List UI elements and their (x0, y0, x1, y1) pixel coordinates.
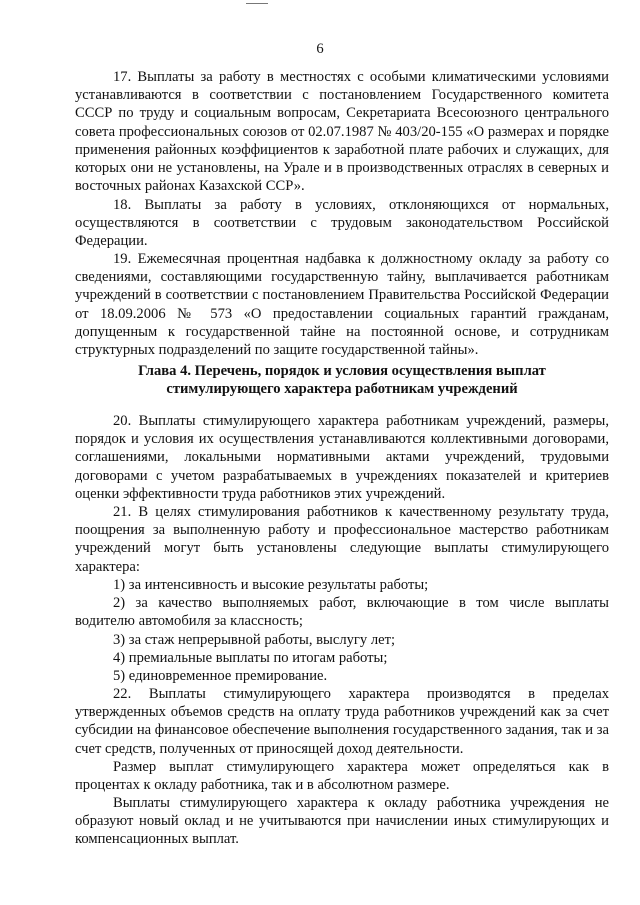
list-item-5: 5) единовременное премирование. (113, 668, 328, 684)
list-item-2: 2) за качество выполняемых работ, включающие в том числе выплаты водителю автомобиля за классность; (75, 595, 609, 630)
paragraph-20: 20. Выплаты стимулирующего характера работникам учреждений, размеры, порядок и условия их осуществления устанавливаются коллективными договорами, соглашениями, локальными нормативными актами учреждений, трудовыми договорами с учетом разрабатываемых в учреждениях показателей и критериев оценки эффективности труда работников этих учреждений. (75, 413, 609, 502)
paragraph-19: 19. Ежемесячная процентная надбавка к должностному окладу за работу со сведениями, составляющими государственную тайну, выплачивается работникам учреждений в соответствии с постановлением Правительства Российской Федерации от 18.09.2006 № 573 «О предоставлении социальных гарантий гражданам, допущенным к государственной тайне на постоянной основе, и сотрудникам структурных подразделений по защите государственной тайны». (75, 251, 609, 359)
chapter-4-heading (75, 362, 609, 398)
list-item-4: 4) премиальные выплаты по итогам работы; (113, 650, 388, 666)
page-number: 6 (316, 41, 324, 57)
paragraph-17: 17. Выплаты за работу в местностях с особыми климатическими условиями устанавливаются в соответствии с постановлением Государственного комитета СССР по труду и социальным вопросам, Секретариата Всесоюзного центрального совета профессиональных союзов от 02.07.1987 № 403/20-155 «О размерах и порядке применения районных коэффициентов к заработной плате рабочих и служащих, для которых они не установлены, на Урале и в производственных отраслях в северных и восточных районах Казахской ССР». (75, 69, 609, 195)
chapter-4-heading-line-2: стимулирующего характера работникам учреждений (166, 381, 518, 398)
list-item-3: 3) за стаж непрерывной работы, выслугу лет; (113, 632, 396, 648)
paragraph-22-base: Выплаты стимулирующего характера к окладу работника учреждения не образуют новый оклад и не учитываются при начислении иных стимулирующих и компенсационных выплат. (75, 795, 609, 848)
paragraph-22: 22. Выплаты стимулирующего характера производятся в пределах утвержденных объемов средств на оплату труда работников учреждений как за счет субсидии на финансовое обеспечение выполнения государственного задания, так и за счет средств, полученных от приносящей доход деятельности. (75, 686, 609, 757)
list-item-1: 1) за интенсивность и высокие результаты работы; (113, 577, 429, 593)
paragraph-22-size: Размер выплат стимулирующего характера может определяться как в процентах к окладу работника, так и в абсолютном размере. (75, 759, 609, 794)
paragraph-18: 18. Выплаты за работу в условиях, отклоняющихся от нормальных, осуществляются в соответствии с трудовым законодательством Российской Федерации. (75, 197, 609, 250)
chapter-4-heading-line-1: Глава 4. Перечень, порядок и условия осуществления выплат (138, 363, 546, 379)
paragraph-21: 21. В целях стимулирования работников к качественному результату труда, поощрения за выполненную работу и профессиональное мастерство работникам учреждений могут быть установлены следующие выплаты стимулирующего характера: (75, 504, 609, 575)
scan-artifact-mark (246, 3, 268, 4)
